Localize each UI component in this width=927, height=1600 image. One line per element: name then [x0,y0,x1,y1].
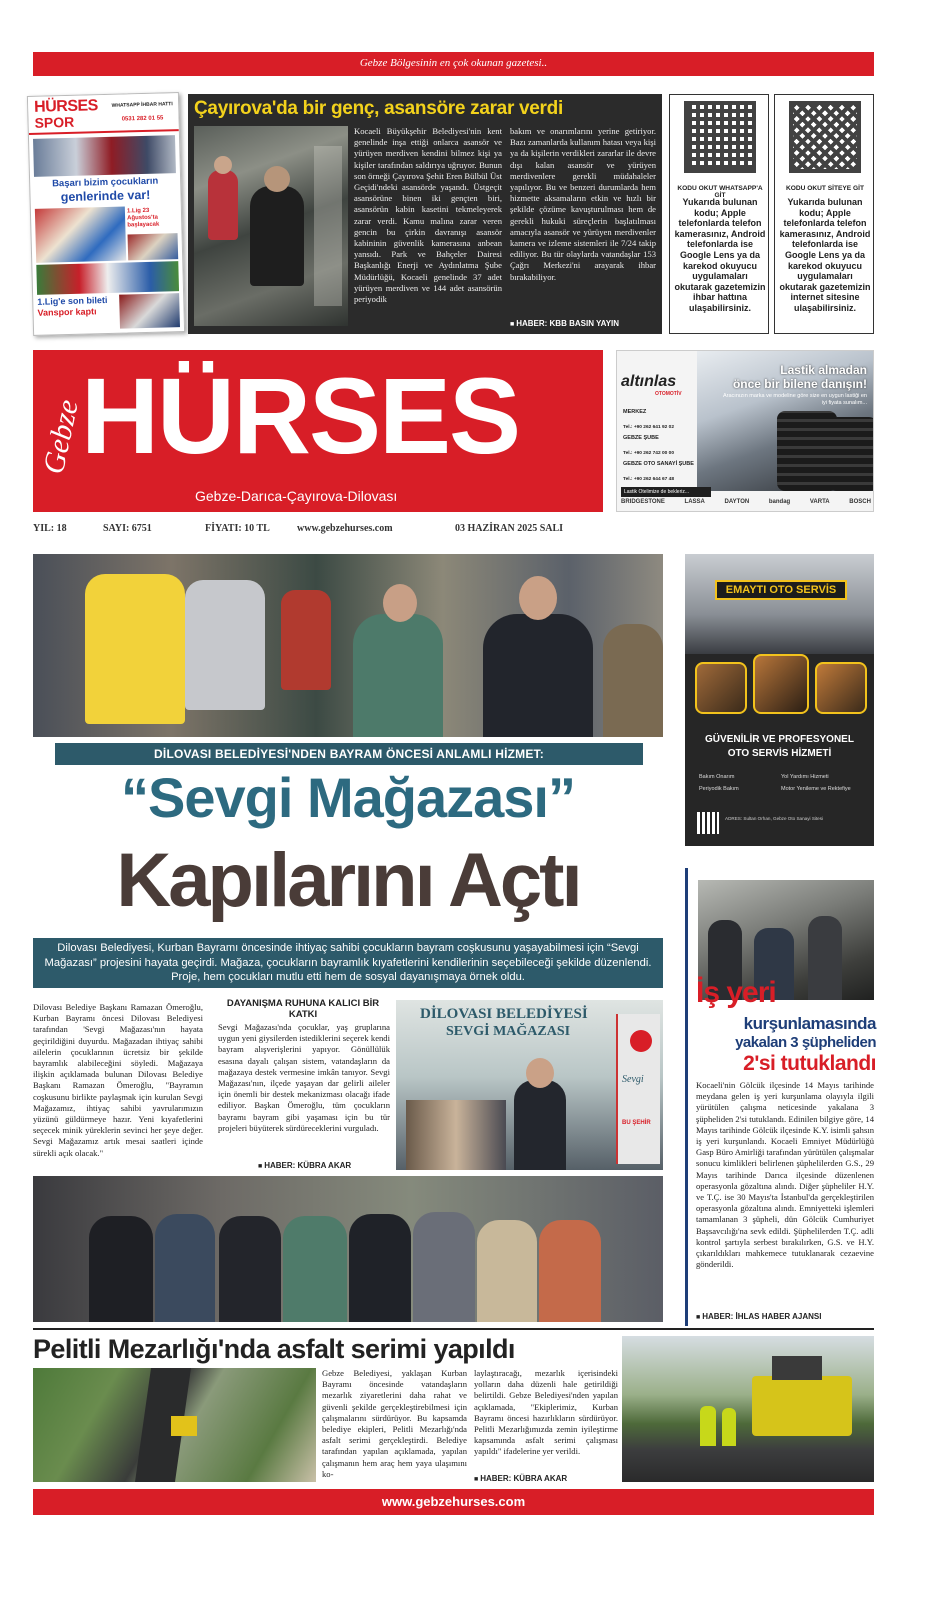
ad-emayti-top-photo [685,554,874,654]
brand-bosch: BOSCH [849,499,871,505]
footer-bar [33,1489,874,1515]
sports-photo-mid [35,207,126,263]
ad-emayti-name: EMAYTI OTO SERVİS [715,580,847,600]
sports-whatsapp-number: 0531 282 01 55 [121,115,164,123]
sports-cover-header [28,93,179,135]
ad-branch-gebze-tel: Tel.: +90 262 742 00 00 [623,451,674,456]
sports-bottom-headline2: Vanspor kaptı [37,306,97,318]
paving-machine-cab [772,1356,822,1380]
person-head [526,1058,554,1088]
ad-branch-merkez-tel: Tel.: +90 262 641 92 02 [623,425,674,430]
store-sign-line1: DİLOVASI BELEDİYESİ [420,1006,588,1022]
bottom-story-photo-aerial [33,1368,316,1482]
main-story-photo [33,554,663,737]
person-3 [808,916,842,1000]
brand-varta: VARTA [809,499,830,505]
main-story-col2-heading: DAYANIŞMA RUHUNA KALICI BİR KATKI [226,998,380,1020]
person-3 [219,1216,281,1322]
ad-branch-sanayi-title: GEBZE OTO SANAYİ ŞUBE [623,461,694,467]
person-2 [155,1214,215,1322]
lead-story-photo [194,126,348,326]
ad-altinlas-brand-sub: OTOMOTİV [655,391,682,397]
yellow-tshirt [85,574,185,724]
lead-story [188,94,662,334]
store-sign-line4: BU ŞEHİR [622,1120,651,1126]
sports-logo-line1: HÜRSES [33,97,99,116]
ad-altinlas-headline1: Lastik almadan [780,363,867,377]
lead-story-title: Çayırova'da bir genç, asansöre zarar verdi [194,98,563,119]
ad-emayti-service-4: Motor Yenileme ve Rektefiye [781,786,851,792]
qr-whatsapp-title: KODU OKUT WHATSAPP'A GİT [677,185,763,199]
red-tshirt [281,590,331,690]
footer-website[interactable]: www.gebzehurses.com [381,1494,526,1509]
lead-story-col2: bakım ve onarımlarını yerine getiriyor. Bazı zamanlarda kullanım hatası veya kişi ya da kişilerin verdikleri zararlar ile devre dışı kalan asansör ve yürüyen merdivenlere gerekli müdahaleler yapılıyor. Bu ve benzeri durumlarda hem hizmette aksamaların etkin ve hızlı bir şekilde çözüme kavuşturulması hem de gerekli hukuki süreçlerin başlatılması amacıyla asansör ve yürüyen merdivenler kamera ve izleme sistemleri ile 7/24 takip ediliyor. Bu tür olaylarda vatandaşlar 153 Çağrı Merkezi'ni arayarak ihbar bırakabiliyor. [510,126,656,282]
lead-story-col1: Kocaeli Büyükşehir Belediyesi'nin kent genelinde inşa ettiği onlarca asansör ve yürüyen merdiven kendini bilmez kişi ya kişiler tarafından saldırıya uğruyor. Bunun son örneği Çayırova Şehit Eren Bülbül Üst Geçidi'ndeki asansörde yaşandı. Üstgeçit asansörüne binen iki gençten biri, asansörün kabin kasetini tekmeleyerek zarar verdi. Kamu malına zarar veren gencin bu çirkin davranışı asansör kabininin güvenlik kamerasına anbean yansıdı. Park ve Bahçeler Dairesi Başkanlığı Enerji ve Aydınlatma Şube Müdürlüğü, Kocaeli genelinde 37 adet yürüyen merdiven ve 144 adet asansörün periyodik [354,126,502,305]
bottom-story-col1: Gebze Belediyesi, yaklaşan Kurban Bayramı öncesinde vatandaşların mezarlık ziyaretlerini daha rahat ve güvenli şekilde gerçekleştirebilmesi için çalışmalarını sürdürüyor. Bu kapsamda belediye ekipleri, Pelitli Mezarlığı'nda asfalt serimi gerçekleştirdi. Belediye tarafından yapılan açıklamada, yapılan çalışmanın hem araç hem yaya ulaşımını ko- [322,1368,467,1479]
sports-bottom-headline1: 1.Lig'e son bileti [37,294,108,307]
person-dark-suit [514,1080,566,1170]
info-price: FİYATI: 10 TL [205,523,270,534]
person-head-1 [214,156,232,174]
brand-bridgestone: BRIDGESTONE [621,499,665,505]
main-story-col1: Dilovası Belediye Başkanı Ramazan Ömeroğlu, Kurban Bayramı öncesi Dilovası Belediyesi tarafından 'Sevgi Mağazası'nın hayata geçirildiğini duyurdu. Mağazadan ihtiyaç sahibi ailelerin çocuklarının ücretsiz bir şekilde bayramlık alabileceğini söyledi. Mağazaya ilişkin açıklamada bulunan Dilovası Belediye Başkanı Ramazan Ömeroğlu, "Bayramın coşkusunu birlikte paylaşmak için kurulan Sevgi Mağazamız, ihtiyaç sahibi yavrularımızın yüzünü güldürmeye hazır. Yeni kıyafetlerini seçecek minik yüreklerin sevinci her şeye değer. Sevgi Mağazamız artık mesai saatleri içinde sürekli açık olacak." [33,1002,203,1158]
person-dark-suit [483,614,593,737]
ad-emayti-headline1: GÜVENİLİR VE PROFESYONEL [705,734,854,745]
store-sign-line3: Sevgi [622,1074,644,1085]
person-head [519,576,557,620]
group-photo [33,1176,663,1322]
qr-website-title: KODU OKUT SİTEYE GİT [785,185,865,192]
info-year: YIL: 18 [33,523,67,534]
qr-code-icon [684,101,756,173]
paving-truck [171,1416,197,1436]
person-7 [477,1220,537,1322]
person-head-2 [264,166,290,192]
ad-emayti-footer: ADRES: Sultan Orhan, Gebze Oto Sanayi Sitesi [725,816,824,821]
ad-altinlas-tagline: Aracınızın marka ve modeline göre size en uygun lastiği en iyi fiyata sunalım... [723,393,867,406]
ad-altinlas-headline2: önce bir bilene danışın! [732,377,867,391]
person-green-jacket [353,614,443,737]
ad-branch-sanayi-tel: Tel.: +90 262 644 67 48 [623,477,674,482]
masthead [33,350,603,512]
side-story [685,868,874,1326]
qr-whatsapp-text: Yukarıda bulunan kodu; Apple telefonlarda telefon kamerasınız, Android telefonlarda ise Google Lens ya da karekod okuyucu uygulamaları okutarak gazetemizin ihbar hattına ulaşabilirsiniz. [674,197,766,313]
info-issue: SAYI: 6751 [103,523,152,534]
main-story-summary-box [33,938,663,988]
ad-emayti-headline2: OTO SERVİS HİZMETİ [727,748,832,759]
sports-headline2: genlerinde var! [60,187,151,205]
person-6 [413,1212,475,1322]
main-story-byline: ■ HABER: KÜBRA AKAR [258,1161,351,1170]
sports-headline1: Başarı bizim çocukların [51,175,159,190]
top-banner-slogan: Gebze Bölgesinin en çok okunan gazetesi.. [359,57,548,69]
sports-whatsapp-label: WHATSAPP İHBAR HATTI [111,101,173,109]
sports-photo-mid2 [128,233,179,260]
bottom-story-col2: laylaştıracağı, mezarlık içerisindeki yolların daha düzenli hale getirildiği belirtildi. Gebze Belediyesi'nden yapılan açıklamada, "Ekiplerimiz, Kurban Bayramı öncesi hazırlıkların sürdürüyor. Pelitli Mezarlığımızda zemin iyileştirme kapsamında asfalt serimi çalışması yapıldı" ifadelerine yer verildi. [474,1368,618,1457]
worker [722,1408,736,1446]
ad-emayti-service-3: Periyodik Bakım [699,786,739,792]
person-silhouette-1 [208,170,238,240]
qr-website-text: Yukarıda bulunan kodu; Apple telefonlarda telefon kamerasınız, Android telefonlarda ise Google Lens ya da karekod okuyucu uygulamaları okutarak gazetemizin internet sitesine ulaşabilirsiniz. [779,197,871,313]
brand-bandag: bandag [768,499,791,505]
bottom-story-title: Pelitli Mezarlığı'nda asfalt serimi yapıldı [33,1334,515,1364]
ad-brand-strip [621,499,871,505]
person-right [603,624,663,737]
side-story-headline1: İş yeri [696,976,776,1009]
masthead-script: Gebze [37,396,85,477]
qr-code-icon [697,812,719,834]
person-head [383,584,417,622]
sports-side-headline: 1.Lig 23 Ağustos'ta başlayacak [126,207,160,229]
side-story-byline: ■ HABER: İHLAS HABER AJANSI [696,1312,821,1321]
flag-icon [630,1030,652,1052]
banner-right [616,1014,660,1164]
side-story-body: Kocaeli'nin Gölcük ilçesinde 14 Mayıs tarihinde meydana gelen iş yeri kurşunlama olayıyla ilgili yürütülen çalışma neticesinde yakalana 3 şüpheliden 2'si tutuklandı. Edinilen bilgiye göre, 14 Mayıs tarihinde Gölcük ilçesinde K.Y. isimli şahsın iş yeri kurşunlandı. Kocaeli Emniyet Müdürlüğü Gasp Büro Amirliği tarafından yürütülen çalışmalar sonucu kimlikleri belirlenen şüphelilerden G.S., 29 Mayıs tarihinde Darıca ilçesinde düzenlenen operasyonla gözaltına alındı. Diğer şüpheliler H.Y. ve T.Ç. ise 30 Mayıs'ta İstanbul'da gerçekleştirilen operasyonla gözaltına alındı. Emniyetteki işlemleri tamamlanan 3 şüpheli, dün Gölcük Cumhuriyet Başsavcılığı'na sevk edildi. Şüphelilerden T.Ç. adli kontrol şartıyla serbest bırakılırken, G.S. ve H.Y. çıkarıldıkları mahkemece tutuklanarak cezaevine gönderildi. [696,1080,874,1270]
sports-photo-bottom2 [119,293,180,329]
tire-icon [829,417,874,491]
brand-lassa: LASSA [684,499,705,505]
ad-footer-note: Lastik Otelimize de bekleriz... [624,489,690,495]
ad-emayti-service-2: Yol Yardımı Hizmeti [781,774,829,780]
person-silhouette-2 [250,186,304,286]
side-story-headline3: yakalan 3 şüpheliden [735,1034,876,1051]
elevator-panel [314,146,342,306]
qr-whatsapp-box[interactable] [669,94,769,334]
ad-emayti-photo-3 [815,662,867,714]
sports-photo-top [33,135,176,177]
info-date: 03 HAZİRAN 2025 SALI [455,523,564,534]
bottom-separator [33,1328,874,1330]
person-8 [539,1220,601,1322]
ad-altinlas[interactable] [616,350,874,512]
main-story-kicker: DİLOVASI BELEDİYESİ'NDEN BAYRAM ÖNCESİ ANLAMLI HİZMET: [154,747,544,761]
ad-emayti-photo-1 [695,662,747,714]
top-banner [33,52,874,76]
main-story-headline1: “Sevgi Mağazası” [121,766,575,829]
store-photo [396,1000,663,1170]
side-story-headline2: kurşunlamasında [743,1014,876,1033]
info-website[interactable]: www.gebzehurses.com [297,523,393,534]
qr-code-icon [789,101,861,173]
bottom-story-photo-paving [622,1336,874,1482]
bottom-story-byline: ■ HABER: KÜBRA AKAR [474,1474,567,1483]
side-story-headline4: 2'si tutuklandı [743,1052,876,1075]
ad-branch-gebze-title: GEBZE ŞUBE [623,435,659,441]
sports-photo-bottom [36,261,179,295]
main-story-headline2: Kapılarını Açtı [116,838,580,923]
ad-emayti[interactable] [685,554,874,846]
store-sign-line2: SEVGİ MAĞAZASI [446,1024,571,1039]
tire-icon [777,411,837,491]
ad-altinlas-brand: altınlas [621,373,677,390]
crowd-area [406,1100,506,1170]
ad-branch-merkez-title: MERKEZ [623,409,647,415]
paving-machine [752,1376,852,1436]
person-1 [89,1216,153,1322]
ad-emayti-photo-2 [753,654,809,714]
sports-cover[interactable] [27,92,185,336]
grey-tshirt [185,580,265,710]
main-story-col2: Sevgi Mağazası'nda çocuklar, yaş gruplarına uygun yeni giysilerden istediklerini seçerek kendi bayram alışverişlerini yapıyor. Gönüllülük esasına dayalı çalışan sistem, vatandaşların da mağazaya destek vermesine imkân tanıyor. Sevgi Mağazası'nın, ilçede yaşayan dar gelirli aileler için önemli bir destek mekanizması olacağı ifade ediliyor. Başkan Ömeroğlu, tüm çocukların bayramı bayram gibi yaşaması için bu tür projeleri büyüterek sürdüreceklerini vurguladı. [218,1022,390,1133]
person-5 [349,1214,411,1322]
info-bar [33,523,603,539]
qr-website-box[interactable] [774,94,874,334]
sports-logo-line2: SPOR [34,113,75,131]
main-story-summary: Dilovası Belediyesi, Kurban Bayramı öncesinde ihtiyaç sahibi çocukların bayram coşkusunu yaşayabilmesi için “Sevgi Mağazası” projesini hayata geçirdi. Mağaza, çocukların bayramlık kıyafetlerini kendilerinin seçebileceği şekilde düzenlendi. Proje, hem çocukları mutlu etti hem de sosyal dayanışmaya örnek oldu. [44,942,652,984]
masthead-subtitle: Gebze-Darıca-Çayırova-Dilovası [195,488,398,504]
worker [700,1406,716,1446]
ad-footer-bar [621,487,711,497]
lead-story-byline: ■ HABER: KBB BASIN YAYIN [510,319,619,328]
person-4 [283,1216,347,1322]
masthead-name: HÜRSES [81,355,520,476]
brand-dayton: DAYTON [724,499,750,505]
ad-emayti-service-1: Bakım Onarım [699,774,735,780]
